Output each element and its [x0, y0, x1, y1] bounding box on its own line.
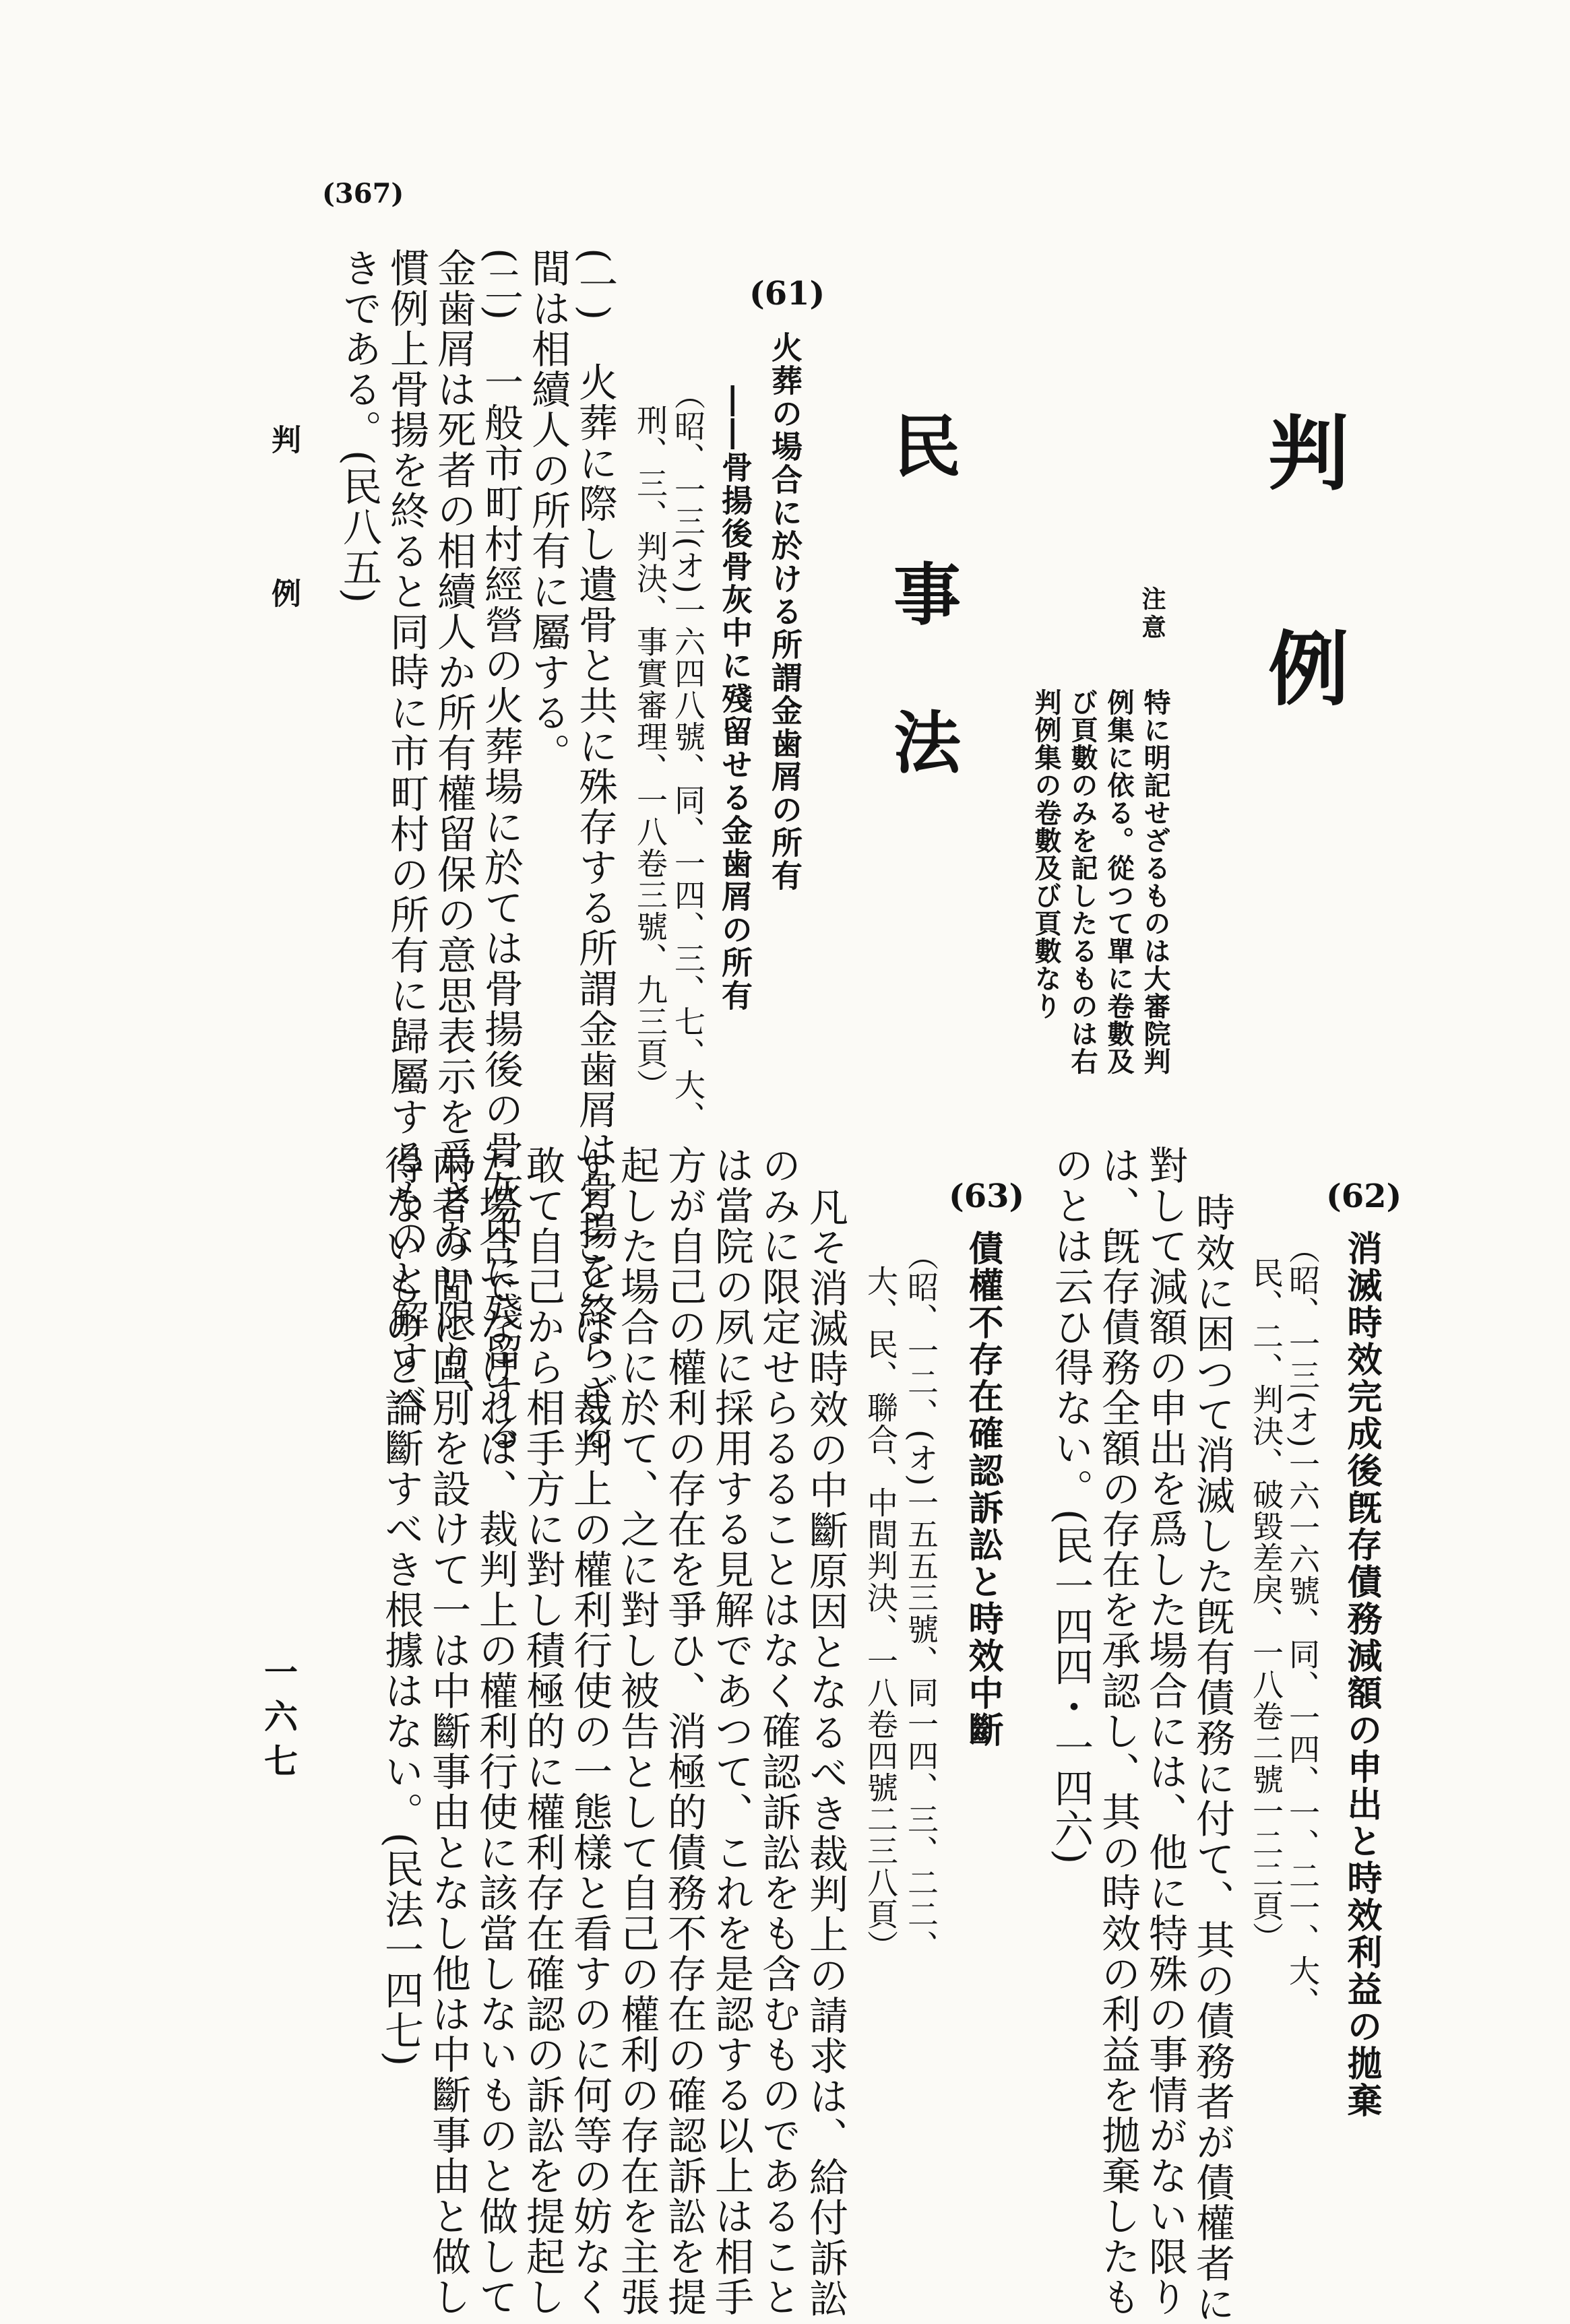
- note-line: 判例集の卷數及び頁數なり: [1030, 688, 1062, 1020]
- case-body-line: 金歯屑は死者の相續人か所有權留保の意思表示を爲さない限り、: [431, 248, 476, 1420]
- running-footer: 判 例: [266, 424, 301, 655]
- case-body-line: 兩者の間に區別を設けて一は中斷事由となし他は中斷事由と做し: [425, 1145, 471, 2317]
- case-body-line: 敢て自己から相手方に對し積極的に權利存在確認の訴訟を提起し: [520, 1145, 565, 2317]
- case-body-line: 時效に困つて消滅した旣有債務に付て、其の債務者が債權者に: [1189, 1192, 1235, 2324]
- page-number-bottom: 一六七: [259, 1654, 299, 1788]
- note-line: び頁數のみを記したるものは右: [1067, 688, 1098, 1075]
- case-body-line: は當院の夙に採用する見解であつて、これを是認する以上は相手: [708, 1145, 754, 2317]
- case-body-line: 起した場合に於て、之に對し被告として自己の權利の存在を主張: [614, 1145, 660, 2317]
- case-citation: 民、二、判決、破毀差戾、一八卷二號一二二頁）: [1248, 1257, 1284, 1954]
- page-title: 判 例: [1255, 411, 1350, 734]
- case-citation: （昭、一三(オ)一六四八號、同、一四、三、七、大、: [670, 379, 706, 1132]
- case-title: 火葬の場合に於ける所謂金歯屑の所有: [767, 331, 803, 893]
- case-citation: 大、民、聯合、中間判決、一八卷四號二三八頁）: [862, 1265, 899, 1962]
- case-body-line: のみに限定せらるることはなく確認訴訟をも含むものであること: [755, 1145, 801, 2317]
- case-body-line: 凡そ消滅時效の中斷原因となるべき裁判上の請求は、給付訴訟: [803, 1187, 848, 2319]
- case-title: 消滅時效完成後旣存債務減額の申出と時效利益の拋棄: [1341, 1230, 1382, 2119]
- note-line: 例集に依る。從つて單に卷數及: [1103, 688, 1135, 1075]
- page-number-top: (367): [322, 178, 404, 209]
- case-body-line: (一) 火葬に際し遺骨と共に殊存する所謂金歯屑は骨揚を終らざる: [572, 248, 618, 1454]
- case-body-line: 對して減額の申出を爲した場合には、他に特殊の事情がない限り: [1142, 1145, 1188, 2317]
- case-citation: （昭、一二、(オ)一五五三號、同一四、三、二二、: [903, 1239, 939, 1962]
- case-number: (62): [1326, 1177, 1402, 1215]
- case-body-line: は、旣存債務全額の存在を承認し、其の時效の利益を拋棄したも: [1095, 1145, 1141, 2317]
- case-body-line: (二) 一般市町村經營の火葬場に於ては骨揚後の骨灰中に殘留する: [478, 248, 524, 1454]
- note-label: 注意: [1138, 586, 1166, 643]
- note-line: 特に明記せざるものは大審院判: [1139, 688, 1171, 1075]
- case-number: (61): [749, 275, 825, 313]
- case-body-line: することは、裁判上の權利行使の一態樣と看すのに何等の妨なく: [567, 1145, 613, 2317]
- case-body-line: のとは云ひ得ない。(民一四四・一四六): [1048, 1145, 1094, 1866]
- case-citation: 刑、三、判決、事實審理、一八卷三號、九三頁）: [632, 404, 668, 1101]
- case-body-line: 方が自己の權利の存在を爭ひ、消極的債務不存在の確認訴訟を提: [661, 1145, 707, 2317]
- case-citation: （昭、一三(オ)一六一六號、同、一四、一、二一、大、: [1284, 1233, 1321, 2018]
- case-body-line: きである。(民八五): [336, 248, 382, 605]
- case-body-line: た場合でなければ、裁判上の權利行使に該當しないものと做して: [472, 1145, 518, 2317]
- case-body-line: 慣例上骨揚を終ると同時に市町村の所有に歸屬するものと解すべ: [383, 248, 429, 1420]
- case-number: (63): [949, 1177, 1025, 1215]
- case-body-line: 得ないものと論斷すべき根據はない。(民法一四七): [378, 1145, 424, 2068]
- case-body-line: 間は相續人の所有に屬する。: [525, 248, 571, 773]
- case-subtitle: ――骨揚後骨灰中に殘留せる金歯屑の所有: [717, 385, 753, 1012]
- section-title: 民 事 法: [882, 411, 962, 781]
- case-title: 債權不存在確認訴訟と時效中斷: [962, 1230, 1003, 1749]
